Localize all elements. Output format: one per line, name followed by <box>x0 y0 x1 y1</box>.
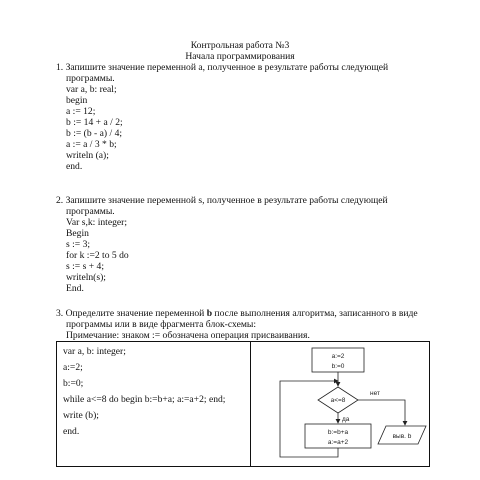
task3-question-post: после выполнения алгоритма, записанного в виде <box>212 308 418 319</box>
task2-code-line: Begin <box>66 228 89 239</box>
task1-code-line: a := 12; <box>66 106 96 117</box>
task2-code-line: End. <box>66 283 84 294</box>
task1-code-line: begin <box>66 95 88 106</box>
task3-code-line: a:=2; <box>63 362 83 373</box>
task3-code-line: write (b); <box>63 410 99 421</box>
task3-note: Примечание: знаком := обозначена операция присваивания. <box>66 330 310 341</box>
task1-code-line: end. <box>66 161 83 172</box>
task1-code-line: b := (b - a) / 4; <box>66 128 123 139</box>
task3-code-line: while a<=8 do begin b:=b+a; a:=a+2; end; <box>63 394 226 405</box>
task3-code-line: var a, b: integer; <box>63 346 126 357</box>
flowchart-no-label: нет <box>370 390 380 397</box>
flowchart-body-line: a:=a+2 <box>327 439 349 446</box>
task2-question: 2. Запишите значение переменной s, полученное в результате работы следующей <box>56 195 388 206</box>
task3-question-pre: 3. Определите значение переменной <box>56 308 207 319</box>
task2-code-line: for k :=2 to 5 do <box>66 250 129 261</box>
flowchart-no-arrow <box>358 400 405 425</box>
task2-code-line: s := 3; <box>66 239 91 250</box>
task3-code-line: end. <box>63 426 80 437</box>
task1-question-cont: программы. <box>66 73 115 84</box>
flowchart-yes-label: да <box>342 416 350 423</box>
flowchart-body-line: b:=b+a <box>327 429 349 436</box>
task3-flowchart <box>250 343 428 465</box>
task1-code-line: writeln (a); <box>66 150 109 161</box>
task3-question <box>56 308 418 319</box>
task1-question: 1. Запишите значение переменной a, полученное в результате работы следующей <box>56 62 389 73</box>
document-title: Контрольная работа №3 <box>190 40 290 51</box>
flowchart-svg <box>250 343 428 465</box>
flowchart-condition-label: a<=8 <box>330 397 346 404</box>
document-subtitle: Начала программирования <box>185 51 295 62</box>
task2-question-cont: программы. <box>66 206 115 217</box>
task2-code-line: writeln(s); <box>66 272 106 283</box>
task1-code-line: var a, b: real; <box>66 84 117 95</box>
flowchart-init-line: a:=2 <box>331 353 345 360</box>
task3-variable: b <box>206 308 213 319</box>
flowchart-init-line: b:=0 <box>331 363 345 370</box>
task3-question-cont: программы или в виде фрагмента блок-схемы: <box>66 319 257 330</box>
task3-code-line: b:=0; <box>63 378 84 389</box>
task2-code-line: Var s,k: integer; <box>66 217 128 228</box>
task1-code-line: b := 14 + a / 2; <box>66 117 123 128</box>
flowchart-output-label: выв. b <box>392 433 412 440</box>
task2-code-line: s := s + 4; <box>66 261 105 272</box>
task1-code-line: a := a / 3 * b; <box>66 139 117 150</box>
